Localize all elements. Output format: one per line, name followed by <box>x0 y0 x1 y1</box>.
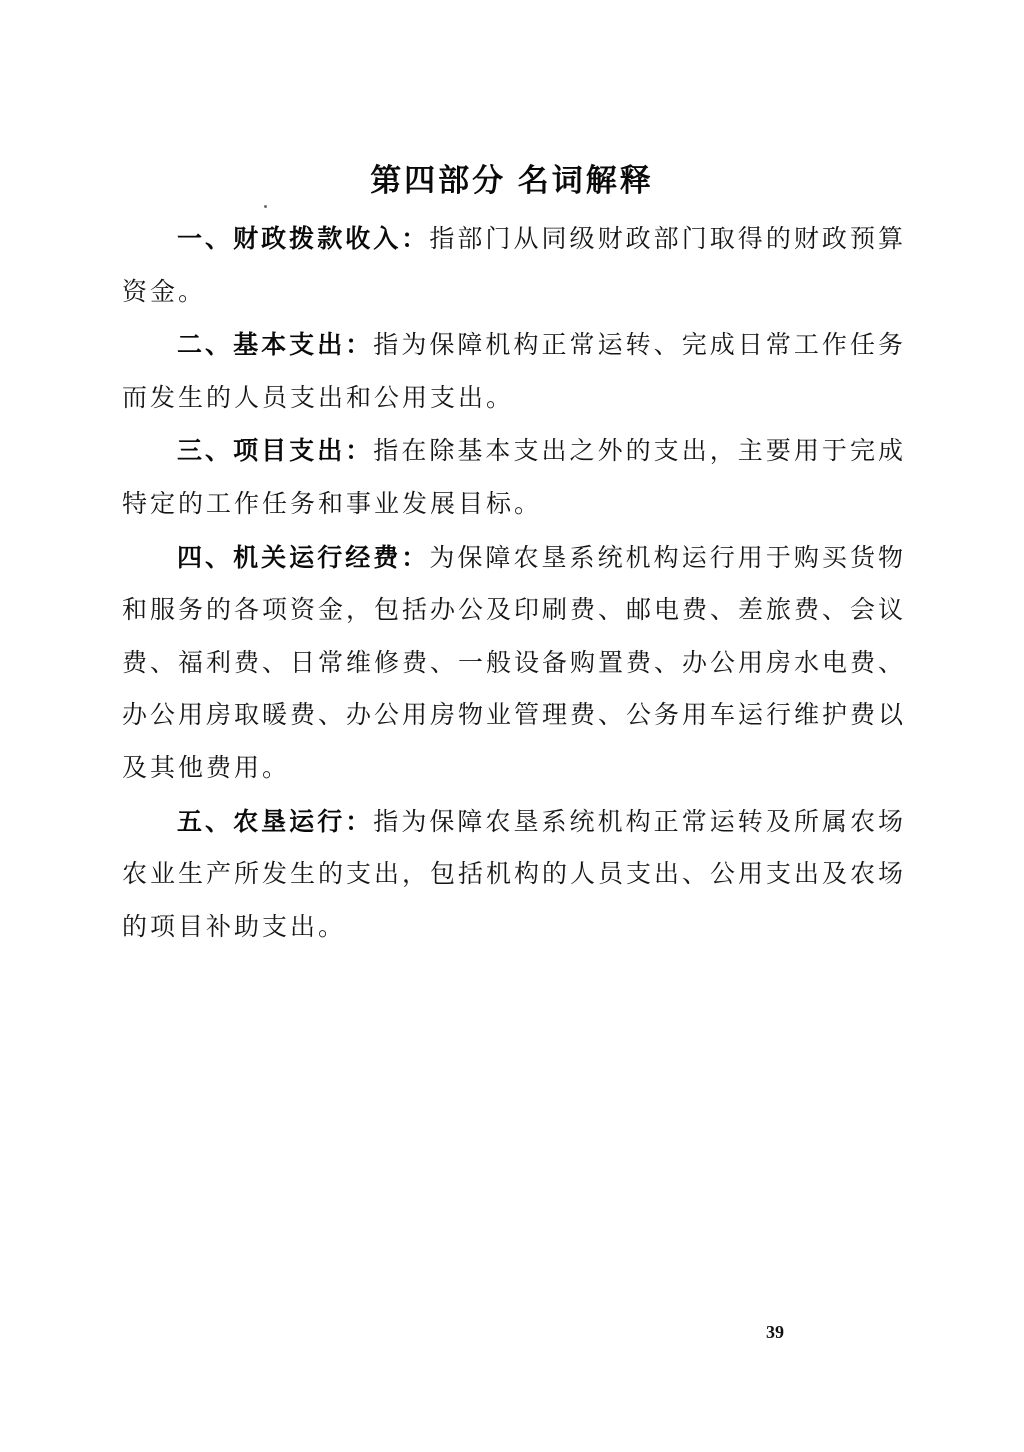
definition-text: 指为保障农垦系统机构正常运转及所属农场农业生产所发生的支出，包括机构的人员支出、公用支出及农场的项目补助支出。 <box>122 808 907 941</box>
page-number: 39 <box>766 1322 784 1342</box>
scan-artifact-dot <box>264 205 267 208</box>
definition-paragraph <box>122 532 906 796</box>
definition-term: 二、基本支出： <box>177 331 374 360</box>
definition-text: 指部门从同级财政部门取得的财政预算资金。 <box>122 226 906 306</box>
definition-paragraph <box>122 425 906 531</box>
definition-paragraph <box>122 796 906 955</box>
definition-text: 为保障农垦系统机构运行用于购买货物和服务的各项资金，包括办公及印刷费、邮电费、差旅费、会议费、福利费、日常维修费、一般设备购置费、办公用房水电费、办公用房取暖费、办公用房物业管理费、公务用车运行维护费以及其他费用。 <box>122 544 907 782</box>
definition-paragraph <box>122 319 906 425</box>
definition-term: 三、项目支出： <box>177 437 374 466</box>
page-title: 第四部分 名词解释 <box>370 162 654 198</box>
definition-term: 一、财政拨款收入： <box>177 225 430 253</box>
definition-paragraph <box>122 213 906 319</box>
definition-term: 五、农垦运行： <box>177 807 374 836</box>
definition-text: 指为保障机构正常运转、完成日常工作任务而发生的人员支出和公用支出。 <box>122 332 906 412</box>
definition-text: 指在除基本支出之外的支出，主要用于完成特定的工作任务和事业发展目标。 <box>122 438 906 518</box>
document-body <box>122 213 906 954</box>
definition-term: 四、机关运行经费： <box>177 543 430 572</box>
